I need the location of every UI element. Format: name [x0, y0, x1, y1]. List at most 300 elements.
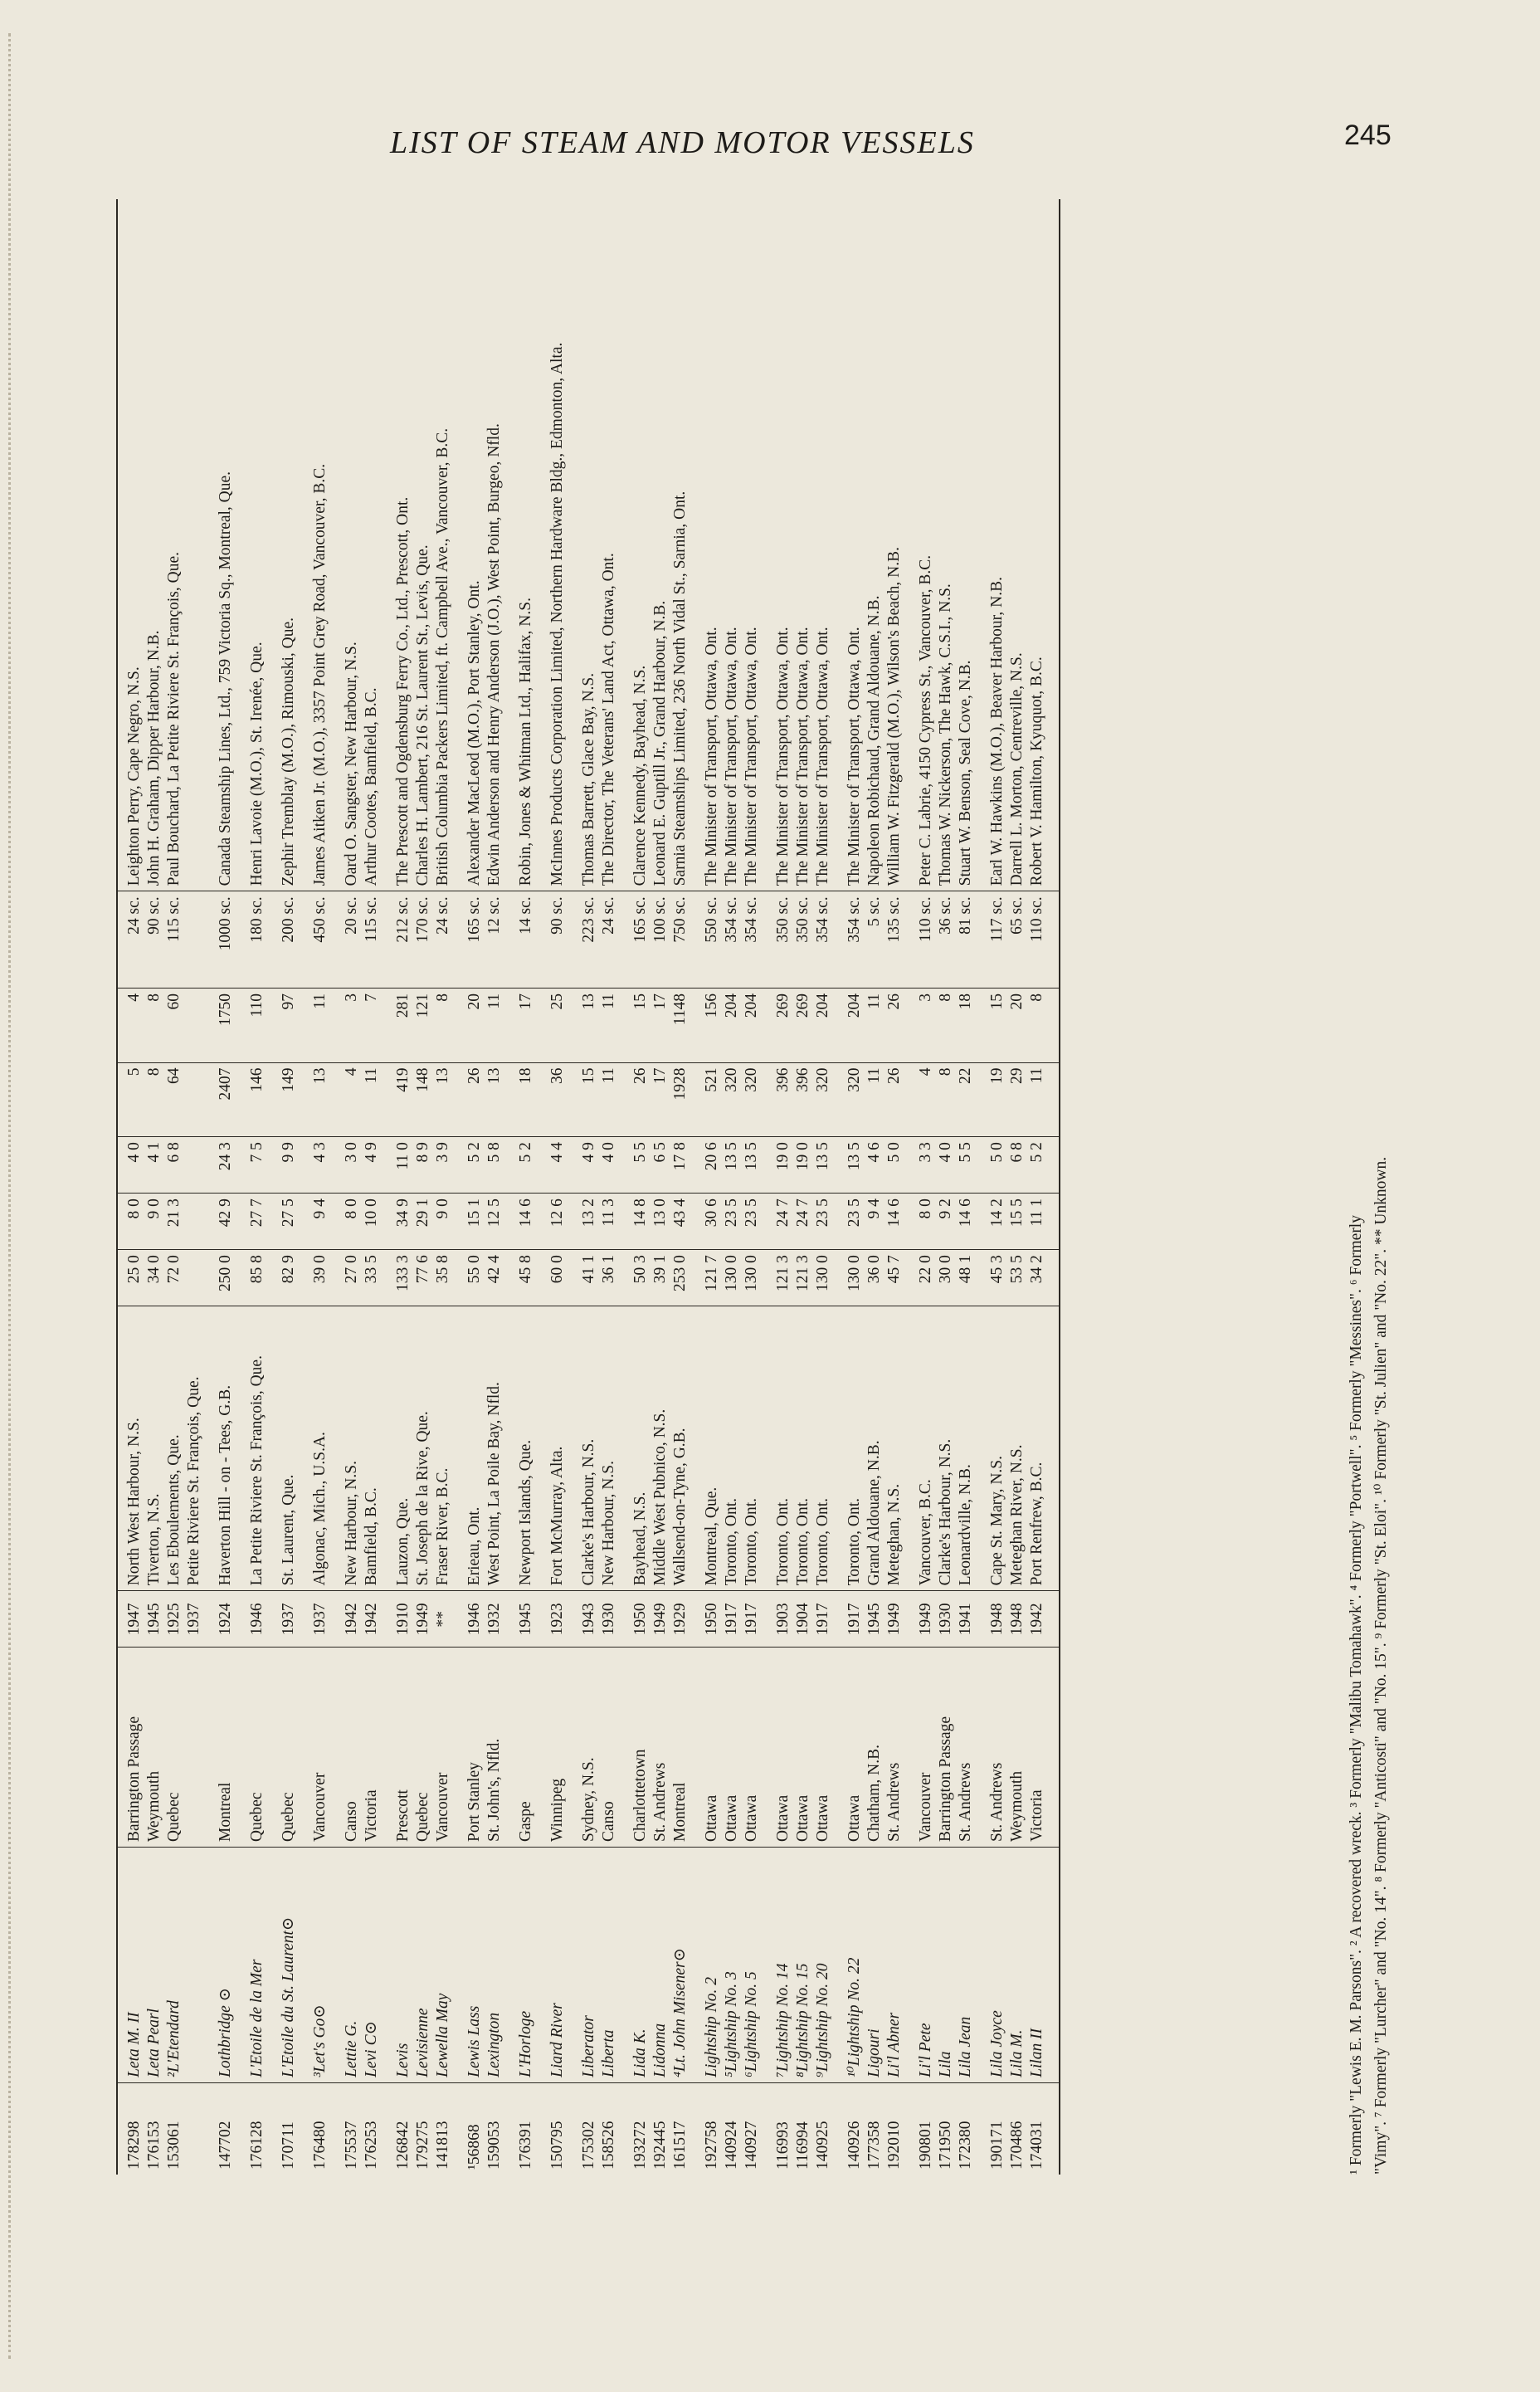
- cell-line: 11: [311, 993, 329, 1009]
- rotated-table-block: [116, 199, 1394, 2175]
- owner-cell: [631, 199, 702, 891]
- cell-line: Levis: [394, 2043, 412, 2077]
- cell-line: 4 3: [311, 1142, 329, 1163]
- official-number-cell: [279, 2082, 310, 2175]
- page-number: 245: [1344, 120, 1391, 151]
- cell-line: ²L'Etendard: [165, 2000, 183, 2077]
- cell-line: 175537: [343, 2121, 360, 2170]
- cell-line: 110 sc.: [917, 896, 934, 942]
- cell-line: Toronto, Ont.: [814, 1497, 831, 1586]
- cell-line: Canso: [600, 1801, 617, 1843]
- vessel-name-cell: [117, 1848, 216, 2083]
- cell-line: 4 6: [865, 1142, 883, 1163]
- official-number-cell: [465, 2082, 516, 2175]
- official-number-cell: [516, 2082, 548, 2175]
- net-tonnage-cell: [548, 988, 579, 1062]
- gross-tonnage-cell: [117, 1062, 216, 1137]
- cell-line: 170486: [1008, 2121, 1026, 2170]
- official-number-cell: [987, 2082, 1060, 2175]
- cell-line: 9 2: [937, 1198, 954, 1219]
- cell-line: 24 7: [794, 1198, 811, 1228]
- cell-line: The Minister of Transport, Ottawa, Ont.: [723, 627, 740, 886]
- cell-line: Ottawa: [774, 1794, 792, 1843]
- cell-line: 175302: [580, 2121, 597, 2170]
- horsepower-cell: [465, 891, 516, 989]
- cell-line: 171950: [937, 2121, 954, 2170]
- cell-line: 10 0: [363, 1198, 380, 1228]
- cell-line: 5 2: [1028, 1142, 1045, 1163]
- cell-line: 1937: [311, 1603, 329, 1636]
- place-built-cell: [702, 1306, 773, 1591]
- cell-line: 14 6: [517, 1198, 534, 1228]
- cell-line: 9 4: [865, 1198, 883, 1219]
- cell-line: Ottawa: [723, 1794, 740, 1843]
- depth-cell: [117, 1137, 216, 1194]
- net-tonnage-cell: [279, 988, 310, 1062]
- cell-line: 90 sc.: [548, 896, 566, 935]
- cell-line: 115 sc.: [363, 896, 380, 942]
- cell-line: 19 0: [794, 1142, 811, 1171]
- cell-line: 1949: [917, 1603, 934, 1636]
- breadth-cell: [702, 1194, 773, 1250]
- cell-line: 153061: [165, 2121, 183, 2170]
- cell-line: Canada Steamship Lines, Ltd., 759 Victoria Sq., Montreal, Que.: [217, 471, 234, 886]
- cell-line: 140926: [846, 2121, 863, 2170]
- cell-line: Lothbridge ⊙: [217, 1987, 234, 2077]
- cell-line: 750 sc.: [671, 896, 689, 943]
- cell-line: Les Eboulements, Que.: [165, 1434, 183, 1586]
- depth-cell: [579, 1137, 631, 1194]
- cell-line: 20: [1008, 993, 1026, 1010]
- cell-line: 11 3: [600, 1198, 617, 1227]
- cell-line: Lettie G.: [343, 2020, 360, 2077]
- cell-line: 17: [517, 993, 534, 1010]
- cell-line: 1148: [671, 993, 689, 1026]
- cell-line: Winnipeg: [548, 1778, 566, 1843]
- place-built-cell: [342, 1306, 393, 1591]
- cell-line: Robert V. Hamilton, Kyuquot, B.C.: [1028, 657, 1045, 886]
- net-tonnage-cell: [216, 988, 247, 1062]
- cell-line: ⁸Lightship No. 15: [794, 1963, 811, 2077]
- cell-line: 14 6: [957, 1198, 974, 1228]
- cell-line: 1942: [1028, 1603, 1045, 1636]
- cell-line: Vancouver: [917, 1772, 934, 1843]
- cell-line: 43 4: [671, 1198, 689, 1228]
- cell-line: 13 5: [743, 1142, 760, 1171]
- year-built-cell: [548, 1591, 579, 1648]
- cell-line: 1917: [846, 1603, 863, 1636]
- cell-line: Clarke's Harbour, N.S.: [580, 1438, 597, 1586]
- cell-line: St. Andrews: [957, 1762, 974, 1843]
- year-built-cell: [916, 1591, 987, 1648]
- cell-line: 30 0: [937, 1255, 954, 1284]
- length-cell: [279, 1250, 310, 1306]
- cell-line: 193272: [631, 2121, 649, 2170]
- cell-line: Lila Jean: [957, 2016, 974, 2077]
- cell-line: 6 8: [1008, 1142, 1026, 1163]
- cell-line: 176480: [311, 2121, 329, 2170]
- port-of-registry-cell: [465, 1648, 516, 1848]
- cell-line: Ottawa: [703, 1794, 720, 1843]
- year-built-cell: [845, 1591, 916, 1648]
- vessel-name-cell: [310, 1848, 342, 2083]
- cell-line: 24 sc.: [434, 896, 451, 935]
- cell-line: 42 9: [217, 1198, 234, 1228]
- cell-line: 9 4: [311, 1198, 329, 1219]
- cell-line: 50 3: [631, 1255, 649, 1284]
- cell-line: 5 5: [957, 1142, 974, 1163]
- cell-line: New Harbour, N.S.: [343, 1461, 360, 1586]
- horsepower-cell: [393, 891, 465, 989]
- cell-line: 48 1: [957, 1255, 974, 1284]
- net-tonnage-cell: [247, 988, 279, 1062]
- horsepower-cell: [247, 891, 279, 989]
- cell-line: Port Stanley: [465, 1762, 483, 1843]
- cell-line: 24 7: [774, 1198, 792, 1228]
- table-row: [247, 199, 279, 2175]
- cell-line: Petite Riviere St. François, Que.: [185, 1376, 202, 1586]
- cell-line: Li'l Abner: [885, 2012, 903, 2077]
- vessel-name-cell: [516, 1848, 548, 2083]
- cell-line: Wallsend-on-Tyne, G.B.: [671, 1428, 689, 1586]
- cell-line: 1942: [343, 1603, 360, 1636]
- cell-line: Meteghan River, N.S.: [1008, 1444, 1026, 1586]
- horsepower-cell: [310, 891, 342, 989]
- breadth-cell: [773, 1194, 845, 1250]
- table-row: [393, 199, 465, 2175]
- cell-line: Lilan II: [1028, 2028, 1045, 2077]
- cell-line: 146: [248, 1067, 266, 1092]
- cell-line: 1750: [217, 993, 234, 1026]
- cell-line: 7 5: [248, 1142, 266, 1163]
- cell-line: 36 sc.: [937, 896, 954, 935]
- length-cell: [631, 1250, 702, 1306]
- cell-line: ⁶Lightship No. 5: [743, 1971, 760, 2077]
- cell-line: 8: [434, 993, 451, 1002]
- cell-line: 1930: [600, 1603, 617, 1636]
- cell-line: 130 0: [723, 1255, 740, 1291]
- cell-line: 141813: [434, 2121, 451, 2170]
- cell-line: Bayhead, N.S.: [631, 1491, 649, 1586]
- net-tonnage-cell: [310, 988, 342, 1062]
- vessel-name-cell: [987, 1848, 1060, 2083]
- cell-line: New Harbour, N.S.: [600, 1461, 617, 1586]
- cell-line: 4: [343, 1067, 360, 1076]
- cell-line: Montreal: [671, 1782, 689, 1843]
- year-built-cell: [773, 1591, 845, 1648]
- cell-line: Quebec: [414, 1792, 431, 1843]
- cell-line: St. Laurent, Que.: [280, 1474, 297, 1586]
- cell-line: The Director, The Veterans' Land Act, Ottawa, Ont.: [600, 553, 617, 886]
- cell-line: 23 5: [814, 1198, 831, 1228]
- cell-line: 3 0: [343, 1142, 360, 1163]
- cell-line: 20 sc.: [343, 896, 360, 935]
- cell-line: Vancouver: [434, 1772, 451, 1843]
- cell-line: 269: [794, 993, 811, 1018]
- year-built-cell: [631, 1591, 702, 1648]
- port-of-registry-cell: [548, 1648, 579, 1848]
- cell-line: 1903: [774, 1603, 792, 1636]
- cell-line: L'Etoile de la Mer: [248, 1959, 266, 2077]
- footnotes: [1344, 199, 1394, 2175]
- cell-line: ³Let's Go⊙: [311, 2004, 329, 2077]
- cell-line: 5 sc.: [865, 896, 883, 927]
- cell-line: 8: [937, 993, 954, 1002]
- cell-line: 45 3: [988, 1255, 1006, 1284]
- cell-line: 20 6: [703, 1142, 720, 1171]
- place-built-cell: [216, 1306, 247, 1591]
- cell-line: Lida K.: [631, 2028, 649, 2077]
- gross-tonnage-cell: [310, 1062, 342, 1137]
- cell-line: British Columbia Packers Limited, ft. Campbell Ave., Vancouver, B.C.: [434, 427, 451, 886]
- cell-line: Levisienne: [414, 2008, 431, 2077]
- vessel-name-cell: [916, 1848, 987, 2083]
- port-of-registry-cell: [773, 1648, 845, 1848]
- gross-tonnage-cell: [702, 1062, 773, 1137]
- cell-line: Victoria: [363, 1789, 380, 1843]
- cell-line: 1929: [671, 1603, 689, 1636]
- cell-line: 13 5: [723, 1142, 740, 1171]
- cell-line: ⁷Lightship No. 14: [774, 1963, 792, 2077]
- horsepower-cell: [916, 891, 987, 989]
- official-number-cell: [702, 2082, 773, 2175]
- cell-line: 354 sc.: [723, 896, 740, 943]
- cell-line: Levi C⊙: [363, 2021, 380, 2077]
- cell-line: 36 0: [865, 1255, 883, 1284]
- cell-line: 12 6: [548, 1198, 566, 1228]
- cell-line: 8 9: [414, 1142, 431, 1163]
- cell-line: 11: [865, 993, 883, 1009]
- cell-line: 24 sc.: [125, 896, 143, 935]
- vessel-name-cell: [579, 1848, 631, 2083]
- gross-tonnage-cell: [845, 1062, 916, 1137]
- cell-line: Tiverton, N.S.: [145, 1493, 163, 1586]
- cell-line: 250 0: [217, 1255, 234, 1291]
- cell-line: Weymouth: [1008, 1770, 1026, 1843]
- year-built-cell: [216, 1591, 247, 1648]
- cell-line: 6 8: [165, 1142, 183, 1163]
- cell-line: 29: [1008, 1067, 1026, 1085]
- cell-line: 140925: [814, 2121, 831, 2170]
- cell-line: 320: [846, 1067, 863, 1092]
- cell-line: 1950: [703, 1603, 720, 1636]
- vessel-name-cell: [465, 1848, 516, 2083]
- cell-line: Quebec: [280, 1792, 297, 1843]
- length-cell: [393, 1250, 465, 1306]
- cell-line: 11 1: [1028, 1198, 1045, 1227]
- cell-line: 165 sc.: [465, 896, 483, 943]
- breadth-cell: [216, 1194, 247, 1250]
- cell-line: 30 6: [703, 1198, 720, 1228]
- cell-line: 350 sc.: [774, 896, 792, 943]
- cell-line: 60: [165, 993, 183, 1010]
- cell-line: Charles H. Lambert, 216 St. Laurent St., Levis, Que.: [414, 544, 431, 886]
- cell-line: Paul Bouchard, La Petite Riviere St. François, Que.: [165, 551, 183, 886]
- cell-line: The Minister of Transport, Ottawa, Ont.: [846, 627, 863, 886]
- cell-line: 60 0: [548, 1255, 566, 1284]
- cell-line: 13 5: [814, 1142, 831, 1171]
- cell-line: 13: [485, 1067, 503, 1085]
- official-number-cell: [916, 2082, 987, 2175]
- cell-line: Ottawa: [814, 1794, 831, 1843]
- vessel-name-cell: [393, 1848, 465, 2083]
- horsepower-cell: [631, 891, 702, 989]
- cell-line: 39 0: [311, 1255, 329, 1284]
- cell-line: Victoria: [1028, 1789, 1045, 1843]
- vessel-name-cell: [773, 1848, 845, 2083]
- gross-tonnage-cell: [342, 1062, 393, 1137]
- port-of-registry-cell: [279, 1648, 310, 1848]
- net-tonnage-cell: [773, 988, 845, 1062]
- depth-cell: [916, 1137, 987, 1194]
- cell-line: Leighton Perry, Cape Negro, N.S.: [125, 666, 143, 886]
- cell-line: 11: [865, 1067, 883, 1084]
- cell-line: 11: [1028, 1067, 1045, 1084]
- gross-tonnage-cell: [916, 1062, 987, 1137]
- cell-line: 17: [651, 993, 669, 1010]
- cell-line: 15: [580, 1067, 597, 1085]
- cell-line: 25: [548, 993, 566, 1010]
- cell-line: 11 0: [394, 1142, 412, 1170]
- cell-line: 35 8: [434, 1255, 451, 1284]
- cell-line: 5 2: [517, 1142, 534, 1163]
- net-tonnage-cell: [579, 988, 631, 1062]
- cell-line: 23 5: [743, 1198, 760, 1228]
- cell-line: 13 5: [846, 1142, 863, 1171]
- cell-line: Napoleon Robichaud, Grand Aldouane, N.B.: [865, 595, 883, 886]
- cell-line: 5: [125, 1067, 143, 1076]
- cell-line: 192445: [651, 2121, 669, 2170]
- place-built-cell: [916, 1306, 987, 1591]
- year-built-cell: [310, 1591, 342, 1648]
- gross-tonnage-cell: [216, 1062, 247, 1137]
- cell-line: Li'l Pete: [917, 2023, 934, 2077]
- cell-line: John H. Graham, Dipper Harbour, N.B.: [145, 630, 163, 886]
- cell-line: ⁴Lt. John Misener⊙: [671, 1948, 689, 2077]
- year-built-cell: [987, 1591, 1060, 1648]
- cell-line: 25 0: [125, 1255, 143, 1284]
- cell-line: 81 sc.: [957, 896, 974, 935]
- cell-line: 15: [988, 993, 1006, 1010]
- cell-line: 45 7: [885, 1255, 903, 1284]
- cell-line: Darrell L. Morton, Centreville, N.S.: [1008, 652, 1026, 886]
- cell-line: 156: [703, 993, 720, 1018]
- cell-line: Haverton Hill - on - Tees, G.B.: [217, 1384, 234, 1586]
- cell-line: 223 sc.: [580, 896, 597, 943]
- cell-line: Alexander MacLeod (M.O.), Port Stanley, Ont.: [465, 580, 483, 886]
- cell-line: Lila: [937, 2051, 954, 2077]
- cell-line: Ottawa: [794, 1794, 811, 1843]
- port-of-registry-cell: [117, 1648, 216, 1848]
- cell-line: 1932: [485, 1603, 503, 1636]
- cell-line: West Point, La Poile Bay, Nfld.: [485, 1382, 503, 1586]
- cell-line: 13: [434, 1067, 451, 1085]
- port-of-registry-cell: [702, 1648, 773, 1848]
- horsepower-cell: [279, 891, 310, 989]
- place-built-cell: [773, 1306, 845, 1591]
- cell-line: 90 sc.: [145, 896, 163, 935]
- breadth-cell: [279, 1194, 310, 1250]
- cell-line: 11: [485, 993, 503, 1009]
- place-built-cell: [247, 1306, 279, 1591]
- cell-line: 159053: [485, 2121, 503, 2170]
- cell-line: 121 3: [774, 1255, 792, 1291]
- cell-line: 1948: [988, 1603, 1006, 1636]
- cell-line: 18: [957, 993, 974, 1010]
- cell-line: 17 8: [671, 1142, 689, 1171]
- owner-cell: [845, 199, 916, 891]
- vessel-name-cell: [247, 1848, 279, 2083]
- port-of-registry-cell: [393, 1648, 465, 1848]
- cell-line: Vancouver, B.C.: [917, 1479, 934, 1586]
- vessel-name-cell: [631, 1848, 702, 2083]
- depth-cell: [548, 1137, 579, 1194]
- cell-line: 13 0: [651, 1198, 669, 1228]
- breadth-cell: [393, 1194, 465, 1250]
- cell-line: 27 7: [248, 1198, 266, 1228]
- owner-cell: [393, 199, 465, 891]
- breadth-cell: [516, 1194, 548, 1250]
- port-of-registry-cell: [516, 1648, 548, 1848]
- cell-line: 180 sc.: [248, 896, 266, 943]
- official-number-cell: [393, 2082, 465, 2175]
- cell-line: 21 3: [165, 1198, 183, 1228]
- gross-tonnage-cell: [465, 1062, 516, 1137]
- gross-tonnage-cell: [579, 1062, 631, 1137]
- cell-line: 121: [414, 993, 431, 1018]
- cell-line: 65 sc.: [1008, 896, 1026, 935]
- place-built-cell: [279, 1306, 310, 1591]
- cell-line: 14 6: [885, 1198, 903, 1228]
- horsepower-cell: [216, 891, 247, 989]
- cell-line: 1937: [185, 1603, 202, 1636]
- place-built-cell: [516, 1306, 548, 1591]
- cell-line: 178298: [125, 2121, 143, 2170]
- place-built-cell: [465, 1306, 516, 1591]
- cell-line: 5 2: [465, 1142, 483, 1163]
- cell-line: St. Andrews: [988, 1762, 1006, 1843]
- cell-line: Montreal: [217, 1782, 234, 1843]
- official-number-cell: [548, 2082, 579, 2175]
- place-built-cell: [393, 1306, 465, 1591]
- cell-line: The Minister of Transport, Ottawa, Ont.: [774, 627, 792, 886]
- cell-line: 34 9: [394, 1198, 412, 1228]
- owner-cell: [773, 199, 845, 891]
- cell-line: 85 8: [248, 1255, 266, 1284]
- cell-line: Prescott: [394, 1789, 412, 1843]
- cell-line: 13 2: [580, 1198, 597, 1228]
- cell-line: 320: [723, 1067, 740, 1092]
- cell-line: 45 8: [517, 1255, 534, 1284]
- cell-line: Zephir Tremblay (M.O.), Rimouski, Que.: [280, 618, 297, 886]
- cell-line: 8 0: [343, 1198, 360, 1219]
- cell-line: 140924: [723, 2121, 740, 2170]
- cell-line: 18: [517, 1067, 534, 1085]
- table-row: [310, 199, 342, 2175]
- cell-line: Leonardville, N.B.: [957, 1464, 974, 1586]
- year-built-cell: [342, 1591, 393, 1648]
- cell-line: ⁹Lightship No. 20: [814, 1963, 831, 2077]
- length-cell: [548, 1250, 579, 1306]
- official-number-cell: [845, 2082, 916, 2175]
- length-cell: [916, 1250, 987, 1306]
- vessel-name-cell: [845, 1848, 916, 2083]
- length-cell: [117, 1250, 216, 1306]
- cell-line: 204: [814, 993, 831, 1018]
- year-built-cell: [702, 1591, 773, 1648]
- cell-line: 13: [311, 1067, 329, 1085]
- cell-line: 29 1: [414, 1198, 431, 1228]
